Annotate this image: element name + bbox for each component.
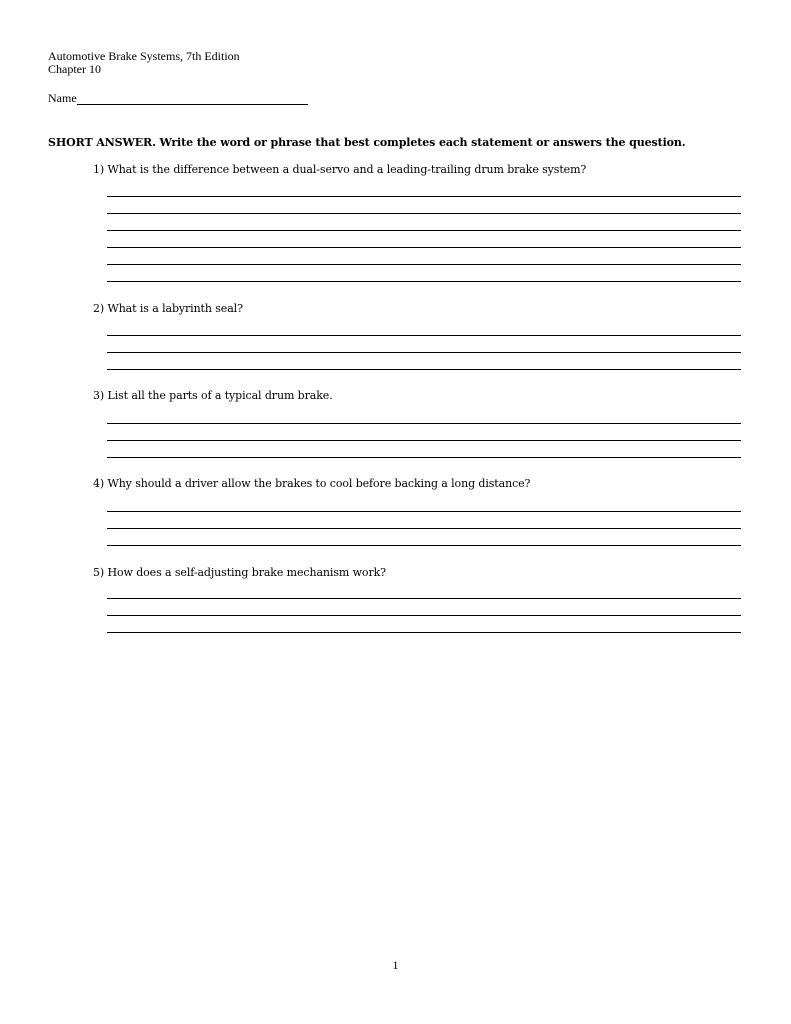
- answer-line[interactable]: [107, 598, 741, 599]
- answer-line[interactable]: [107, 247, 741, 248]
- answer-line[interactable]: [107, 369, 741, 370]
- question-4: 4) Why should a driver allow the brakes to cool before backing a long distance?: [93, 477, 531, 490]
- answer-line[interactable]: [107, 528, 741, 529]
- name-label: Name: [48, 91, 77, 105]
- answer-line[interactable]: [107, 423, 741, 424]
- name-blank-line[interactable]: [77, 92, 308, 105]
- answer-line[interactable]: [107, 511, 741, 512]
- answer-line[interactable]: [107, 545, 741, 546]
- question-3: 3) List all the parts of a typical drum brake.: [93, 389, 333, 402]
- answer-line[interactable]: [107, 352, 741, 353]
- chapter-label: Chapter 10: [48, 62, 101, 76]
- answer-line[interactable]: [107, 230, 741, 231]
- answer-line[interactable]: [107, 632, 741, 633]
- answer-line[interactable]: [107, 615, 741, 616]
- answer-line[interactable]: [107, 196, 741, 197]
- answer-line[interactable]: [107, 335, 741, 336]
- page-number: 1: [392, 958, 399, 972]
- name-field-row: [48, 92, 308, 105]
- answer-line[interactable]: [107, 457, 741, 458]
- question-5: 5) How does a self-adjusting brake mechanism work?: [93, 566, 386, 579]
- answer-line[interactable]: [107, 213, 741, 214]
- book-title: Automotive Brake Systems, 7th Edition: [48, 49, 240, 63]
- question-1: 1) What is the difference between a dual-servo and a leading-trailing drum brake system?: [93, 163, 587, 176]
- question-2: 2) What is a labyrinth seal?: [93, 302, 243, 315]
- answer-line[interactable]: [107, 281, 741, 282]
- answer-line[interactable]: [107, 264, 741, 265]
- answer-line[interactable]: [107, 440, 741, 441]
- section-instructions: SHORT ANSWER. Write the word or phrase that best completes each statement or answers the question.: [48, 136, 686, 149]
- document-header: [48, 50, 240, 76]
